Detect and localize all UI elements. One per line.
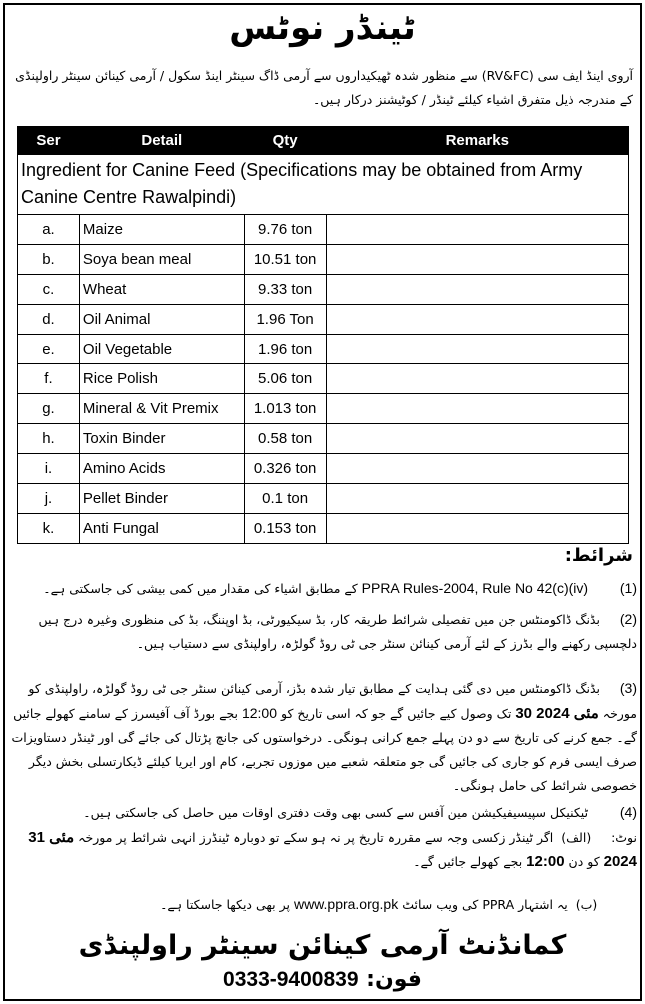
cell-detail: Pellet Binder xyxy=(79,484,244,514)
cell-qty: 0.1 ton xyxy=(244,484,326,514)
cell-detail: Amino Acids xyxy=(79,454,244,484)
header-qty: Qty xyxy=(244,127,326,155)
table-row xyxy=(18,215,629,245)
phone-number: 0333-9400839 xyxy=(223,968,359,991)
cell-qty: 1.013 ton xyxy=(244,394,326,424)
cell-detail: Anti Fungal xyxy=(79,513,244,543)
cell-remarks xyxy=(326,424,628,454)
condition-text: کے مطابق اشیاء کی مقدار میں کمی بیشی کی جاسکتی ہے۔ xyxy=(43,581,362,596)
cell-remarks xyxy=(326,244,628,274)
cell-detail: Mineral & Vit Premix xyxy=(79,394,244,424)
cell-qty: 0.326 ton xyxy=(244,454,326,484)
ppra-website-link[interactable]: www.ppra.org.pk xyxy=(293,896,399,912)
cell-qty: 0.58 ton xyxy=(244,424,326,454)
cell-detail: Maize xyxy=(79,215,244,245)
cell-ser: e. xyxy=(18,334,80,364)
tender-items-table xyxy=(17,126,629,544)
note-text: یہ اشتہار PPRA کی ویب سائٹ xyxy=(398,897,568,912)
cell-detail: Oil Vegetable xyxy=(79,334,244,364)
cell-qty: 1.96 ton xyxy=(244,334,326,364)
condition-1 xyxy=(10,576,637,601)
cell-ser: f. xyxy=(18,364,80,394)
condition-text: ٹیکنیکل سپیسیفیکیشن مین آفس سے کسی بھی وقت دفتری اوقات میں حاصل کی جاسکتی ہیں۔ xyxy=(83,805,589,820)
cell-ser: d. xyxy=(18,304,80,334)
cell-remarks xyxy=(326,513,628,543)
table-row xyxy=(18,454,629,484)
condition-text: تک وصول کیے جائیں گے جو کہ اسی تاریخ کو xyxy=(277,706,516,721)
note-label: نوٹ: xyxy=(611,830,637,845)
table-row xyxy=(18,394,629,424)
condition-number: (4) xyxy=(619,804,637,820)
cell-remarks xyxy=(326,394,628,424)
cell-remarks xyxy=(326,215,628,245)
note-text: بجے کھولے جائیں گے۔ xyxy=(413,854,527,869)
table-header-row xyxy=(18,127,629,155)
note-text: کو دن xyxy=(564,854,604,869)
condition-4 xyxy=(10,800,637,825)
conditions-title: شرائط: xyxy=(564,545,633,566)
note-text: پر بھی دیکھا جاسکتا ہے۔ xyxy=(160,897,294,912)
header-remarks: Remarks xyxy=(326,127,628,155)
table-row xyxy=(18,484,629,514)
ppra-rule: PPRA Rules-2004, Rule No 42(c)(iv) xyxy=(361,580,589,596)
table-row xyxy=(18,424,629,454)
cell-remarks xyxy=(326,334,628,364)
condition-text: بڈنگ ڈاکومنٹس میں دی گئی ہدایت کے مطابق تیار شدہ بڈز، آرمی کینائن سنٹر جی ٹی روڈ گولڑہ، راولپنڈی کو مورخہ xyxy=(28,681,637,721)
phone-label: فون: xyxy=(366,967,422,992)
cell-ser: k. xyxy=(18,513,80,543)
cell-ser: c. xyxy=(18,274,80,304)
cell-remarks xyxy=(326,364,628,394)
cell-remarks xyxy=(326,454,628,484)
table-row xyxy=(18,274,629,304)
cell-detail: Wheat xyxy=(79,274,244,304)
cell-detail: Soya bean meal xyxy=(79,244,244,274)
cell-qty: 0.153 ton xyxy=(244,513,326,543)
condition-2 xyxy=(10,607,637,656)
cell-ser: a. xyxy=(18,215,80,245)
cell-ser: i. xyxy=(18,454,80,484)
cell-remarks xyxy=(326,484,628,514)
table-row xyxy=(18,304,629,334)
header-detail: Detail xyxy=(79,127,244,155)
reopen-date: 31 مئی 2024 xyxy=(28,829,637,870)
cell-qty: 9.76 ton xyxy=(244,215,326,245)
cell-qty: 10.51 ton xyxy=(244,244,326,274)
cell-ser: g. xyxy=(18,394,80,424)
cell-remarks xyxy=(326,274,628,304)
note-b xyxy=(10,892,637,917)
condition-text: بجے بورڈ آف آفیسرز کے سامنے کھولے جائیں گے۔ جمع کرنے کی تاریخ سے دو دن پہلے جمع کرانی ہونگی۔ درخواستوں کی جانچ پڑتال کی جائے گی اور ٹینڈر دستاویزات صرف ایسی فرم کو جاری کی جائیں گی جو متعلقہ شعبے میں موزوں تجربے، کام اور ایریا کیلئے ڈیکارتسلی بخش دیگر خصوصی شرائط کی حامل ہونگی۔ xyxy=(11,706,637,793)
cell-ser: b. xyxy=(18,244,80,274)
issuing-office: کمانڈنٹ آرمی کینائن سینٹر راولپنڈی xyxy=(78,930,567,961)
reopen-time: 12:00 xyxy=(526,853,565,870)
condition-number: (1) xyxy=(619,580,637,596)
table-row xyxy=(18,364,629,394)
notice-title: ٹینڈر نوٹس xyxy=(229,8,416,48)
cell-qty: 9.33 ton xyxy=(244,274,326,304)
cell-ser: j. xyxy=(18,484,80,514)
note-sub-label: (الف) xyxy=(561,830,592,845)
cell-qty: 1.96 Ton xyxy=(244,304,326,334)
cell-qty: 5.06 ton xyxy=(244,364,326,394)
intro-paragraph: آروی اینڈ ایف سی (RV&FC) سے منظور شدہ ٹھیکیداروں سے آرمی ڈاگ سینٹر اینڈ سکول / آرمی کینائن سینٹر راولپنڈی کے مندرجہ ذیل متفرق اشیاء کیلئے ٹینڈر / کوٹیشنز درکار ہیں۔ xyxy=(15,68,633,107)
cell-remarks xyxy=(326,304,628,334)
condition-3 xyxy=(10,676,637,798)
table-row xyxy=(18,244,629,274)
cell-ser: h. xyxy=(18,424,80,454)
submission-date: 30 مئی 2024 xyxy=(515,705,599,722)
phone-line xyxy=(0,965,645,995)
opening-time: 12:00 xyxy=(241,705,278,721)
header-ser: Ser xyxy=(18,127,80,155)
spec-text: Ingredient for Canine Feed (Specifications may be obtained from Army Canine Centre Rawalpindi) xyxy=(18,155,629,215)
cell-detail: Rice Polish xyxy=(79,364,244,394)
condition-number: (2) xyxy=(619,611,637,627)
note-text: اگر ٹینڈر زکسی وجہ سے مقررہ تاریخ پر نہ ہو سکے تو دوبارہ ٹینڈرز انہی شرائط پر مورخہ xyxy=(74,830,554,845)
spec-row xyxy=(18,155,629,215)
note-sub-label: (ب) xyxy=(575,897,598,912)
table-row xyxy=(18,334,629,364)
table-row xyxy=(18,513,629,543)
cell-detail: Toxin Binder xyxy=(79,424,244,454)
condition-number: (3) xyxy=(619,680,637,696)
note-a xyxy=(10,826,637,874)
condition-text: بڈنگ ڈاکومنٹس جن میں تفصیلی شرائط طریقہ کار، بڈ سیکیورٹی، بڈ اوپننگ، بڈ کی منظوری وغیرہ درج ہیں دلچسپی رکھنے والے بڈرز کے لئے آرمی کینائن سنٹر جی ٹی روڈ گولڑہ، راولپنڈی سے دستیاب ہیں۔ xyxy=(38,612,637,651)
cell-detail: Oil Animal xyxy=(79,304,244,334)
